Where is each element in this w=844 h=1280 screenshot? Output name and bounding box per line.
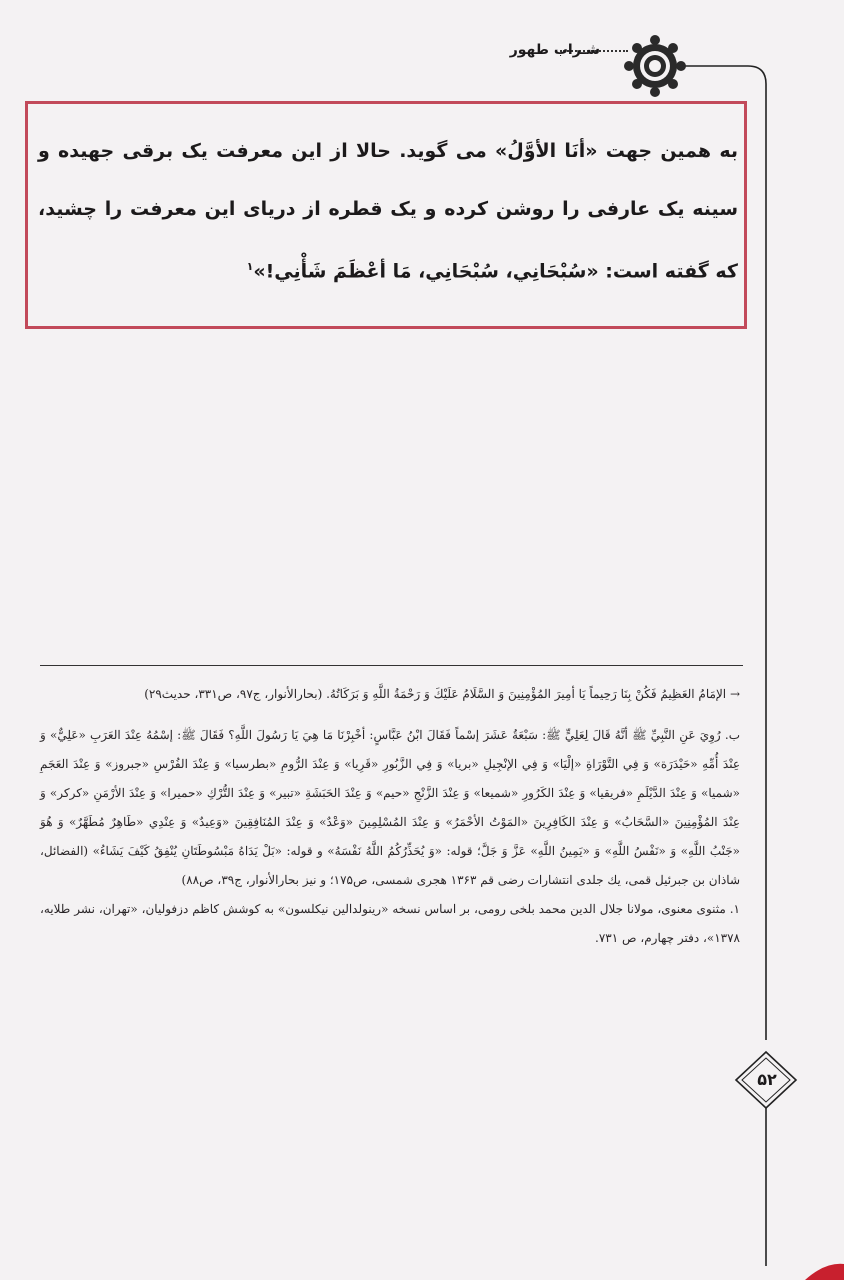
footnote-marker: ۱ — [246, 260, 254, 273]
footnote-continued: → الإمَامُ العَظِيمُ فَكُنْ بِنَا رَحِيماً يَا أمِيرَ المُؤْمِنِينَ وَ السَّلَامُ عَلَيْكَ وَ رَحْمَةُ اللَّهِ وَ بَرَكَاتُهُ. (بحارالأنوار، ج۹۷، ص۳۳۱، حدیث۲۹) — [144, 687, 740, 701]
footnote-separator — [40, 665, 743, 666]
footnotes — [40, 680, 740, 953]
main-paragraph — [38, 122, 738, 300]
footnote-b: ب. رُوِيَ عَنِ النَّبِيِّ ﷺ أنَّهُ قَالَ لِعَلِيٍّ ﷺ: سَبْعَةُ عَشَرَ إسْماً فَقَالَ ابْنُ عَبَّاسٍ: أخْبِرْنَا مَا هِيَ يَا رَسُولَ اللَّهِ؟ فَقَالَ ﷺ: إسْمُهُ عِنْدَ العَرَبِ «عَلِيٌّ» وَ عِنْدَ أُمِّهِ «حَيْدَرَة» وَ فِي التَّوْرَاةِ «إلْيَا» وَ فِي الإنْجِيلِ «بريا» وَ فِي الزَّبُورِ «قَرِيا» وَ عِنْدَ الرُّومِ «بطرسيا» وَ عِنْدَ الفُرْسِ «جبروز» وَ عِنْدَ العَجَمِ «شميا» وَ عِنْدَ الدَّيْلَمِ «فريقيا» وَ عِنْدَ الكَرُورِ «شميعا» وَ عِنْدَ الزَّنْجِ «حيم» وَ عِنْدَ الحَبَشَةِ «تبير» وَ عِنْدَ التُّرْكِ «حميرا» وَ عِنْدَ الأرْمَنِ «كركر» وَ عِنْدَ المُؤْمِنِينَ «السَّحَابُ» وَ عِنْدَ الكَافِرِينَ «المَوْتُ الأحْمَرُ» وَ عِنْدَ المُسْلِمِينَ «وَعْدٌ» وَ عِنْدَ المُنَافِقِينَ «وَعِيدٌ» وَ عِنْدِي «طَاهِرٌ مُطَهَّرٌ» وَ هُوَ «جَنْبُ اللَّهِ» وَ «نَفْسُ اللَّهِ» وَ «يَمِينُ اللَّهِ» عَزَّ وَ جَلَّ؛ قوله: «وَ يُحَذِّرُكُمُ اللَّهُ نَفْسَهُ» و قوله: «بَلْ يَدَاهُ مَبْسُوطَتَانِ يُنْفِقُ كَيْفَ يَشَاءُ» (الفضائل، شاذان بن جبرئیل قمی، یك جلدی انتشارات رضی قم ۱۳۶۳ هجری شمسی، ص۱۷۵؛ و نیز بحارالأنوار، ج۳۹، ص۸۸) — [40, 728, 740, 887]
page-number: ۵۲ — [757, 1070, 777, 1089]
main-paragraph-text: به همین جهت «أنَا الأوَّلُ» می گوید. حالا از این معرفت یک برقی جهیده و سینه یک عارفی را روشن کرده و یک قطره از دریای این معرفت را چشید، که گفته است: «سُبْحَانِي، سُبْحَانِي، مَا أعْظَمَ شَأْنِي!» — [38, 140, 738, 283]
rosette-ornament-icon — [624, 35, 686, 97]
running-header-title: شـراب طهور — [509, 42, 600, 58]
footnote-1: ۱. مثنوی معنوی، مولانا جلال الدین محمد بلخی رومی، بر اساس نسخه «رینولدالین نیکلسون» به کوشش کاظم دزفولیان، «تهران، نشر طلایه، ۱۳۷۸»، دفتر چهارم، ص ۷۳۱. — [40, 902, 740, 945]
